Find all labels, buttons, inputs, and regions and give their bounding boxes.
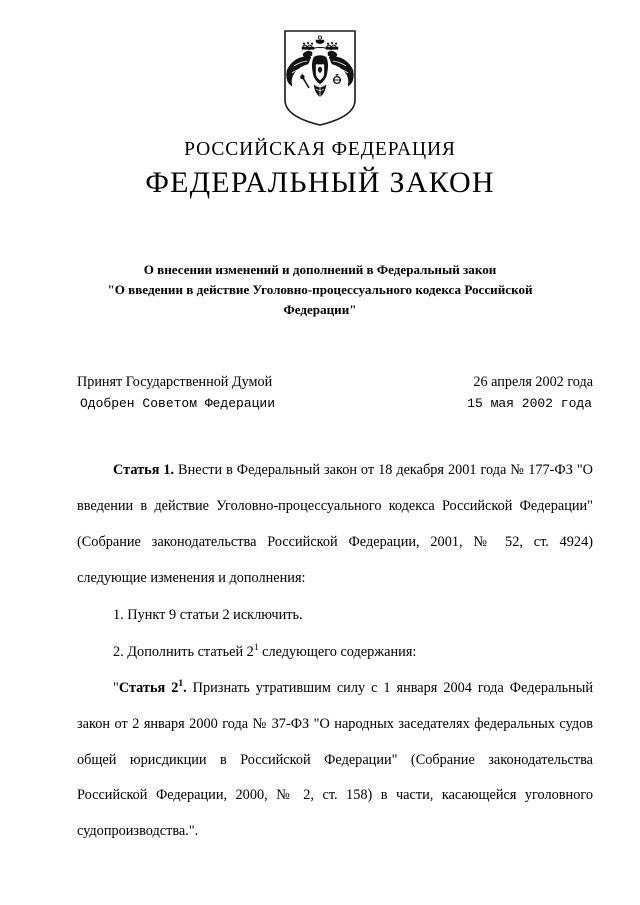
council-label: Одобрен Советом Федерации	[80, 396, 276, 411]
russian-coat-of-arms-icon	[281, 28, 359, 128]
article-2-text: Признать утратившим силу с 1 января 2004 года Федеральный закон от 2 января 2000 года № 37-ФЗ "О народных заседателях федеральных судов общей юрисдикции в Российской Федерации" (Собрание законодательства Российской Федерации, 2000, № 2, ст. 158) в части, касающейся уголовного судопроизводства.".	[77, 680, 594, 840]
item-1-text: 1. Пункт 9 статьи 2 исключить.	[113, 607, 303, 624]
article-1-heading: Статья 1.	[113, 462, 175, 478]
article-2-paragraph	[77, 671, 593, 850]
article-2-heading-dot: .	[183, 680, 187, 697]
item-2-paragraph	[77, 634, 593, 670]
article-2-heading: Статья 2	[118, 680, 179, 697]
subtitle-line-3: Федерации"	[283, 301, 357, 317]
coat-of-arms-container	[0, 28, 640, 128]
page-title-law: ФЕДЕРАЛЬНЫЙ ЗАКОН	[145, 166, 495, 199]
article-2-heading-superscript: 1	[178, 679, 184, 690]
duma-label: Принят Государственной Думой	[77, 374, 273, 390]
document-body	[77, 452, 593, 851]
item-2-text-after: следующего содержания:	[258, 644, 417, 661]
page-title-country: РОССИЙСКАЯ ФЕДЕРАЦИЯ	[184, 139, 456, 160]
item-2-text-before: 2. Дополнить статьей 2	[113, 644, 254, 661]
adoption-row-council	[77, 393, 593, 415]
article-1-paragraph	[77, 452, 593, 596]
item-2-superscript: 1	[253, 643, 259, 654]
article-2-quote-open: "	[113, 680, 119, 697]
document-subtitle	[82, 260, 558, 320]
subtitle-line-1: О внесении изменений и дополнений в Федеральный закон	[143, 262, 497, 277]
subtitle-line-2: "О введении в действие Уголовно-процессуального кодекса Российской	[107, 281, 533, 297]
duma-date: 26 апреля 2002 года	[473, 374, 593, 390]
adoption-row-duma	[77, 371, 593, 393]
council-date: 15 мая 2002 года	[467, 396, 592, 411]
item-1-paragraph	[77, 597, 593, 633]
adoption-block	[77, 371, 593, 415]
article-1-text: Внести в Федеральный закон от 18 декабря 2001 года № 177-ФЗ "О введении в действие Уголовно-процессуального кодекса Российской Федерации" (Собрание законодательства Российской Федерации, 2001, № 52, ст. 4924) следующие изменения и дополнения:	[77, 462, 593, 587]
